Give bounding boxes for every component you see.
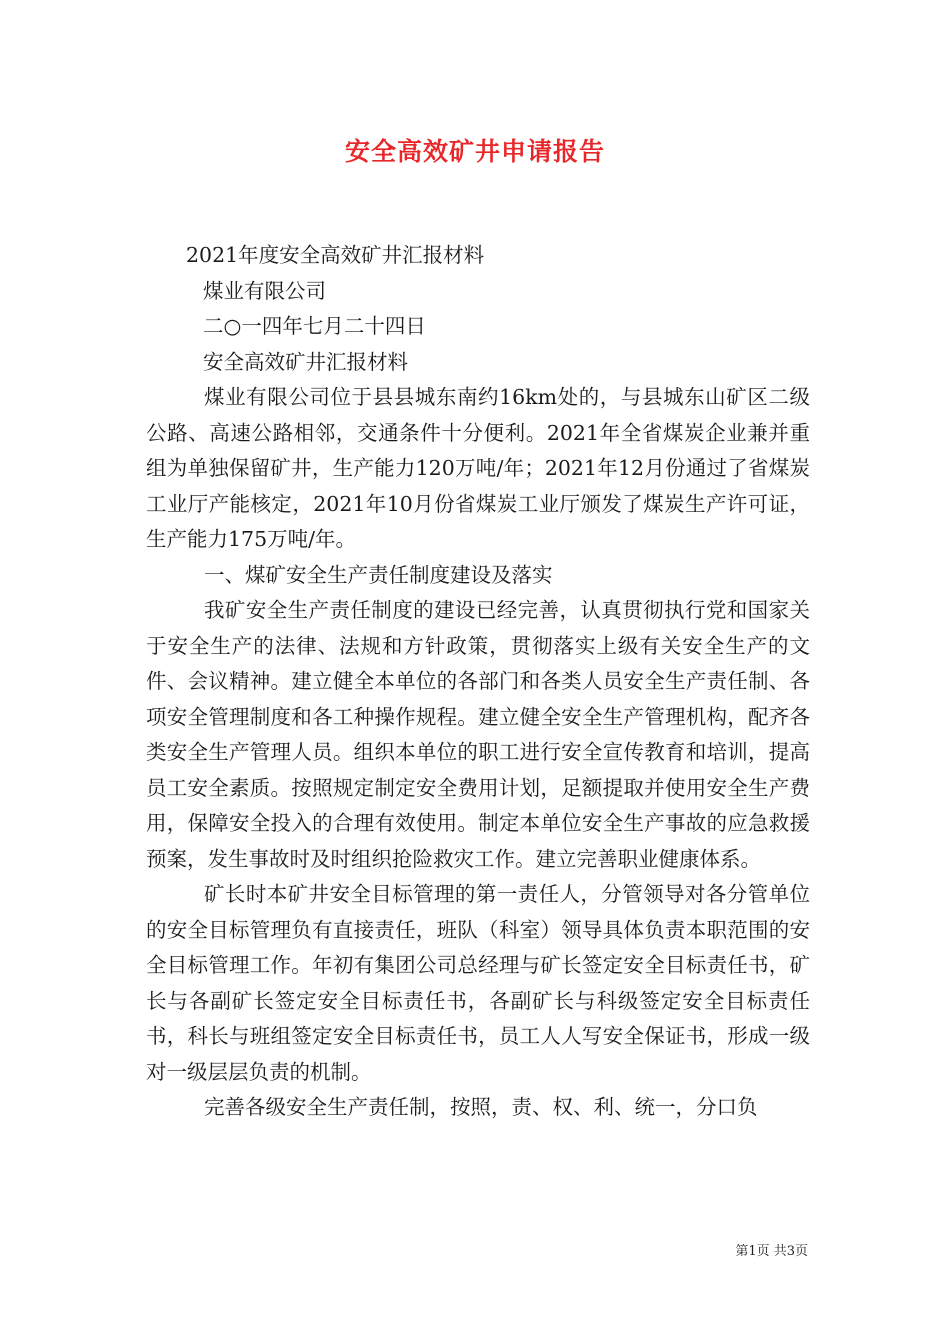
paragraph-intro: 煤业有限公司位于县县城东南约16km处的，与县城东山矿区二级公路、高速公路相邻，交通条件十分便利。2021年全省煤炭企业兼并重组为单独保留矿井，生产能力120万吨/年；2021年12月份通过了省煤炭工业厅产能核定，2021年10月份省煤炭工业厅颁发了煤炭生产许可证，生产能力175万吨/年。 (146, 385, 810, 551)
section-heading-1: 一、煤矿安全生产责任制度建设及落实 (204, 562, 553, 587)
document-body (146, 238, 810, 1126)
header-line-company: 煤业有限公司 (203, 278, 326, 303)
header-line-date: 二○一四年七月二十四日 (203, 314, 426, 338)
header-line-report-title: 2021年度安全高效矿井汇报材料 (186, 243, 485, 267)
paragraph-responsibility-system: 我矿安全生产责任制度的建设已经完善，认真贯彻执行党和国家关于安全生产的法律、法规和方针政策，贯彻落实上级有关安全生产的文件、会议精神。建立健全本单位的各部门和各类人员安全生产责任制、各项安全管理制度和各工种操作规程。建立健全安全生产管理机构，配齐各类安全生产管理人员。组织本单位的职工进行安全宣传教育和培训，提高员工安全素质。按照规定制定安全费用计划，足额提取并使用安全生产费用，保障安全投入的合理有效使用。制定本单位安全生产事故的应急救援预案，发生事故时及时组织抢险救灾工作。建立完善职业健康体系。 (146, 598, 810, 871)
document-title: 安全高效矿井申请报告 (344, 137, 605, 166)
header-line-subtitle: 安全高效矿井汇报材料 (203, 349, 408, 374)
page-number: 第1页 共3页 (735, 1244, 808, 1259)
paragraph-target-management: 矿长时本矿井安全目标管理的第一责任人，分管领导对各分管单位的安全目标管理负有直接责任，班队（科室）领导具体负责本职范围的安全目标管理工作。年初有集团公司总经理与矿长签定安全目标责任书，矿长与各副矿长签定安全目标责任书，各副矿长与科级签定安全目标责任书，科长与班组签定安全目标责任书，员工人人写安全保证书，形成一级对一级层层负责的机制。 (146, 882, 810, 1084)
paragraph-continued: 完善各级安全生产责任制，按照，责、权、利、统一，分口负 (204, 1095, 758, 1119)
